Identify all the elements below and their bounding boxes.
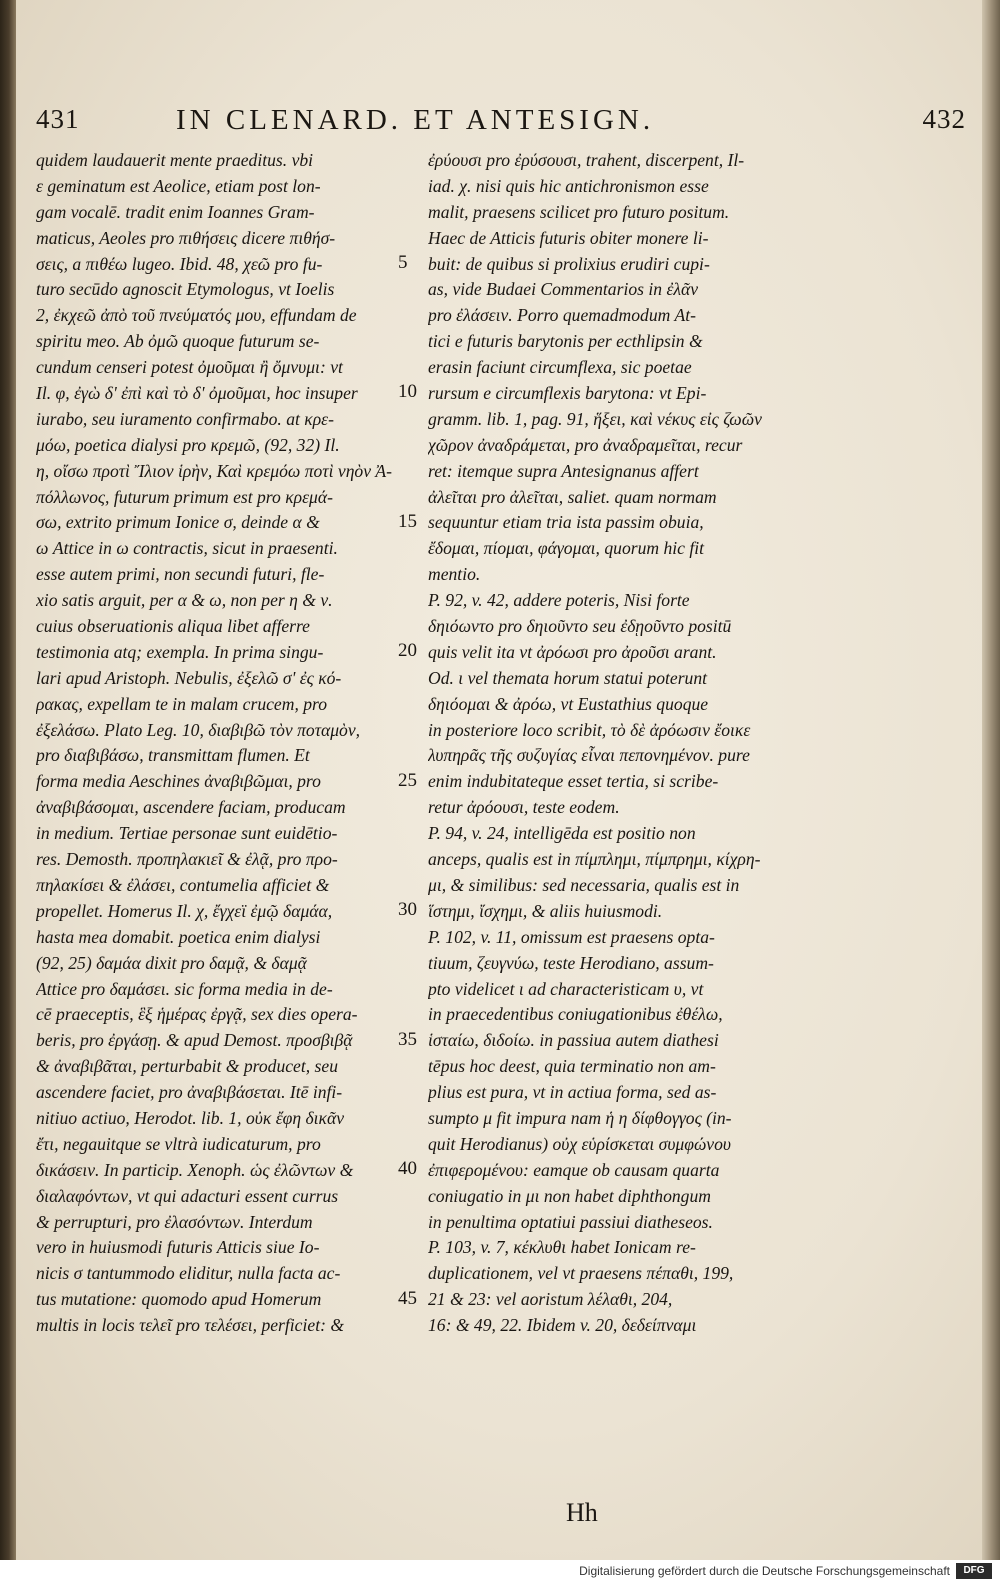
line-number: 30 [398,899,417,921]
text-line: gramm. lib. 1, pag. 91, ἥξει, καὶ νέκυς εἰς ζωῶν [428,408,762,429]
text-line: spiritu meo. Ab ὀμῶ quoque futurum se- [36,331,320,352]
text-line: ρακας, expellam te in malam crucem, pro [36,693,328,714]
text-line: lari apud Aristoph. Nebulis, ἐξελῶ σ' ἐς κό- [36,667,342,688]
text-line: tici e futuris barytonis per ecthlipsin & [428,331,703,352]
text-line: Il. φ, ἐγὼ δ' ἐπὶ καὶ τὸ δ' ὀμοῦμαι, hoc insuper [36,383,358,404]
text-line: as, vide Budaei Commentarios in ἐλᾶν [428,279,699,300]
line-number: 20 [398,640,417,662]
text-line: μόω, poetica dialysi pro κρεμῶ, (92, 32) Il. [36,434,340,455]
text-line: tus mutatione: quomodo apud Homerum [36,1289,322,1310]
running-title: IN CLENARD. ET ANTESIGN. [176,104,655,136]
text-line: 21 & 23: vel aoristum λέλαθι, 204, [428,1289,673,1310]
text-line: ret: itemque supra Antesignanus affert [428,460,699,481]
text-line: beris, pro ἐργάσῃ. & apud Demost. προσβιβᾷ [36,1030,353,1051]
page-edge [982,0,1000,1560]
line-number: 35 [398,1028,417,1050]
text-line: multis in locis τελεῖ pro τελέσει, perficiet: & [36,1315,345,1336]
text-line: nitiuo actiuo, Herodot. lib. 1, οὐκ ἔφη δικᾶν [36,1107,345,1128]
text-line: ἀναβιβάσομαι, ascendere faciam, producam [36,797,346,818]
text-line: testimonia atq; exempla. In prima singu- [36,641,324,662]
text-line: duplicationem, vel vt praesens πέπαθι, 199, [428,1263,734,1284]
text-line: P. 94, v. 24, intelligēda est positio non [428,823,696,844]
text-line: pro διαβιβάσω, transmittam flumen. Et [36,745,310,766]
text-line: in medium. Tertiae personae sunt euidētio- [36,823,338,844]
text-line: δηιόωντο pro δηιοῦντο seu ἐδῃοῦντο positū [428,616,732,637]
text-line: σεις, a πιθέω lugeo. Ibid. 48, χεῶ pro fu- [36,253,323,274]
text-line: mentio. [428,564,481,585]
text-line: erasin faciunt circumflexa, sic poetae [428,357,692,378]
text-line: μι, & similibus: sed necessaria, qualis est in [428,874,740,895]
text-line: in penultima optatiui passiui diatheseos. [428,1211,713,1232]
left-column [36,148,402,1339]
text-line: vero in huiusmodi futuris Atticis siue Io- [36,1237,320,1258]
text-line: coniugatio in μι non habet diphthongum [428,1185,711,1206]
line-number: 5 [398,251,408,273]
text-line: ἱσταίω, διδοίω. in passiua autem diathesi [428,1030,719,1051]
text-line: iurabo, seu iuramento confirmabo. at κρε- [36,408,334,429]
text-line: in praecedentibus coniugationibus ἐθέλω, [428,1004,723,1025]
text-line: πόλλωνος, futurum primum est pro κρεμά- [36,486,333,507]
text-line: hasta mea domabit. poetica enim dialysi [36,926,321,947]
dfg-logo: DFG [956,1563,992,1579]
text-line: χῶρον ἀναδράμεται, pro ἀναδραμεῖται, recur [428,434,743,455]
text-line: ἐρύουσι pro ἐρύσουσι, trahent, discerpent, Il- [428,150,745,170]
text-line: (92, 25) δαμάα dixit pro δαμᾷ, & δαμᾷ [36,952,307,973]
text-line: Attice pro δαμάσει. sic forma media in de- [36,978,333,999]
funding-credit: Digitalisierung gefördert durch die Deutsche Forschungsgemeinschaft [579,1564,950,1578]
text-line: nicis σ tantummodo eliditur, nulla facta ac- [36,1263,341,1284]
text-line: ἐξελάσω. Plato Leg. 10, διαβιβῶ τὸν ποταμὸν, [36,719,361,740]
text-line: ἔδομαι, πίομαι, φάγομαι, quorum hic fit [428,538,705,559]
text-line: propellet. Homerus Il. χ, ἔγχεϊ ἐμῷ δαμάα, [36,900,333,921]
text-line: 2, ἐκχεῶ ἀπὸ τοῦ πνεύματός μου, effundam de [36,305,357,326]
text-line: quis velit ita vt ἀρόωσι pro ἀροῦσι arant. [428,641,717,662]
text-line: ascendere faciet, pro ἀναβιβάσεται. Itē infi- [36,1082,343,1103]
text-line: P. 92, v. 42, addere poteris, Nisi forte [428,590,690,611]
text-line: res. Demosth. προπηλακιεῖ & ἐλᾷ, pro προ- [36,849,338,870]
text-line: tēpus hoc deest, quia terminatio non am- [428,1056,716,1077]
line-number: 10 [398,381,417,403]
book-binding [0,0,16,1560]
text-line: & perrupturi, pro ἐλασόντων. Interdum [36,1211,313,1232]
line-number: 25 [398,769,417,791]
text-line: sequuntur etiam tria ista passim obuia, [428,512,704,533]
text-line: δηιόομαι & ἀρόω, vt Eustathius quoque [428,693,709,714]
text-line: forma media Aeschines ἀναβιβῶμαι, pro [36,771,321,792]
text-line: esse autem primi, non secundi futuri, fle- [36,564,325,585]
text-line: malit, praesens scilicet pro futuro positum. [428,201,730,222]
text-line: η, οἴσω προτὶ Ἴλιον ἱρὴν, Καὶ κρεμόω ποτὶ νηὸν Ἀ- [36,460,393,481]
right-column [428,148,780,1339]
text-line: anceps, qualis est in πίμπλημι, πίμπρημι, κίχρη- [428,849,761,870]
text-line: cuius obseruationis aliqua libet afferre [36,616,310,637]
text-line: retur ἀρόουσι, teste eodem. [428,797,620,818]
text-line: ἐπιφερομένου: eamque ob causam quarta [428,1159,720,1180]
page-number-left: 431 [36,104,80,134]
text-line: enim indubitateque esset tertia, si scribe- [428,771,719,792]
text-line: maticus, Aeoles pro πιθήσεις dicere πιθήσ- [36,227,336,248]
signature-mark: Hh [566,1498,598,1527]
text-line: & ἀναβιβᾶται, perturbabit & producet, seu [36,1056,338,1077]
text-line: cundum censeri potest ὀμοῦμαι ἢ ὄμνυμι: vt [36,357,343,378]
text-line: pro ἐλάσειν. Porro quemadmodum At- [428,305,696,326]
text-line: ἵστημι, ἴσχημι, & aliis huiusmodi. [428,900,663,921]
page-number-right: 432 [922,104,966,134]
line-number: 15 [398,510,417,532]
text-line: ε geminatum est Aeolice, etiam post lon- [36,175,321,196]
text-line: Od. ι vel themata horum statui poterunt [428,667,708,688]
text-line: tiuum, ζευγνύω, teste Herodiano, assum- [428,952,714,973]
text-line: διαλαφόντων, vt qui adacturi essent currus [36,1185,339,1206]
line-number: 40 [398,1158,417,1180]
text-line: sumpto μ fit impura nam ἡ η δίφθογγος (in- [428,1107,732,1128]
text-line: ἀλεῖται pro ἀλεῖται, saliet. quam normam [428,486,717,507]
text-line: quidem laudauerit mente praeditus. vbi [36,150,314,170]
text-line: pto videlicet ι ad characteristicam υ, vt [428,978,704,999]
text-line: quit Herodianus) οὐχ εὑρίσκεται συμφώνου [428,1133,731,1154]
text-line: ω Attice in ω contractis, sicut in praesenti. [36,538,338,559]
text-line: buit: de quibus si prolixius erudiri cupi- [428,253,710,274]
text-line: cē praeceptis, ἓξ ἡμέρας ἐργᾷ, sex dies opera- [36,1004,358,1025]
text-line: P. 102, v. 11, omissum est praesens opta- [428,926,715,947]
text-line: λυπηρᾶς τῆς συζυγίας εἶναι πεπονημένον. pure [428,745,750,766]
text-line: Haec de Atticis futuris obiter monere li- [428,227,709,248]
text-line: plius est pura, vt in actiua forma, sed as- [428,1082,717,1103]
text-line: turo secūdo agnoscit Etymologus, vt Ioelis [36,279,335,300]
text-line: P. 103, v. 7, κέκλυθι habet Ionicam re- [428,1237,696,1258]
running-header [36,104,966,144]
text-line: gam vocalē. tradit enim Ioannes Gram- [36,201,315,222]
footer-bar [0,1560,1000,1584]
line-number: 45 [398,1287,417,1309]
text-line: xio satis arguit, per α & ω, non per η & ν. [36,590,333,611]
text-line: σω, extrito primum Ionice σ, deinde α & [36,512,320,533]
text-line: in posteriore loco scribit, τὸ δὲ ἀρόωσιν ἔοικε [428,719,751,740]
text-line: πηλακίσει & ἐλάσει, contumelia afficiet & [36,874,330,895]
text-line: iad. χ. nisi quis hic antichronismon esse [428,175,709,196]
text-line: ἔτι, negauitque se vltrà iudicaturum, pro [36,1133,321,1154]
text-line: rursum e circumflexis barytona: vt Epi- [428,383,707,404]
text-line: δικάσειν. In particip. Xenoph. ὡς ἐλῶντων & [36,1159,354,1180]
text-line: 16: & 49, 22. Ibidem v. 20, δεδείπναμι [428,1315,697,1336]
